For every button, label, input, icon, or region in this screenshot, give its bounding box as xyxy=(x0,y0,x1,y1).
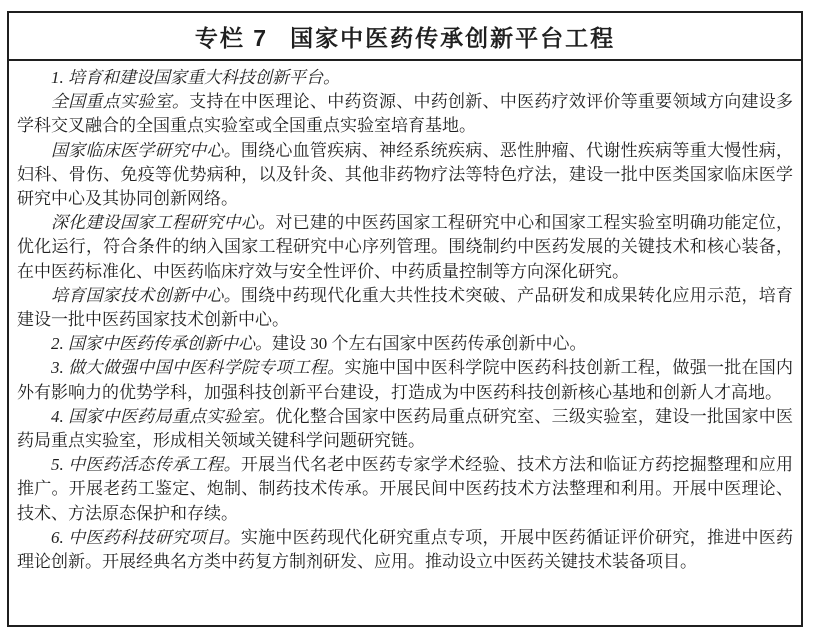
paragraph xyxy=(17,453,793,526)
column-body xyxy=(9,61,801,574)
paragraph-lead: 全国重点实验室。 xyxy=(51,92,190,112)
paragraph xyxy=(17,526,793,574)
paragraph xyxy=(17,332,793,356)
paragraph-body: 对已建的中医药国家工程研究中心和国家工程实验室明确功能定位，优化运行，符合条件的纳入国家工程研究中心序列管理。围绕制约中医药发展的关键技术和核心装备，在中医药标准化、中医药临床疗效与安全性评价、中药质量控制等方向深化研究。 xyxy=(17,213,794,281)
paragraph-lead: 培育国家技术创新中心。 xyxy=(51,285,241,305)
paragraph-body: 实施中医药现代化研究重点专项，开展中医药循证评价研究，推进中医药理论创新。开展经典名方类中药复方制剂研发、应用。推动设立中医药关键技术装备项目。 xyxy=(17,527,794,572)
paragraph xyxy=(17,405,793,453)
paragraph-lead: 5. 中医药活态传承工程。 xyxy=(51,455,241,475)
paragraph-lead: 4. 国家中医药局重点实验室。 xyxy=(51,406,276,426)
paragraph-lead: 1. 培育和建设国家重大科技创新平台。 xyxy=(51,68,340,87)
paragraph xyxy=(17,90,793,138)
paragraph-lead: 3. 做大做强中国中医科学院专项工程。 xyxy=(51,358,345,378)
paragraph-body: 围绕心血管疾病、神经系统疾病、恶性肿瘤、代谢性疾病等重大慢性病，妇科、骨伤、免疫等优势病种，以及针灸、其他非药物疗法等特色疗法，建设一批中医类国家临床医学研究中心及其协同创新网络。 xyxy=(17,140,794,209)
paragraph-body: 实施中国中医科学院中医药科技创新工程，做强一批在国内外有影响力的优势学科，加强科技创新平台建设，打造成为中医药科技创新核心基地和创新人才高地。 xyxy=(17,358,793,402)
paragraph xyxy=(17,66,793,90)
paragraph-body: 支持在中医理论、中药资源、中药创新、中医药疗效评价等重要领域方向建设多学科交叉融合的全国重点实验室或全国重点实验室培育基地。 xyxy=(17,92,794,136)
column-box xyxy=(7,11,803,627)
paragraph-lead: 6. 中医药科技研究项目。 xyxy=(51,527,241,547)
column-title-label: 专栏 7 xyxy=(194,24,269,51)
paragraph-lead: 国家临床医学研究中心。 xyxy=(51,140,241,160)
paragraph-lead: 2. 国家中医药传承创新中心。 xyxy=(51,334,272,354)
paragraph-lead: 深化建设国家工程研究中心。 xyxy=(51,213,276,233)
paragraph xyxy=(17,284,793,332)
paragraph xyxy=(17,211,793,284)
paragraph-body: 建设 30 个左右国家中医药传承创新中心。 xyxy=(272,334,587,354)
paragraph-body: 优化整合国家中医药局重点研究室、三级实验室，建设一批国家中医药局重点实验室，形成相关领域关键科学问题研究链。 xyxy=(17,406,794,451)
column-title-bar xyxy=(9,13,801,61)
paragraph-body: 围绕中药现代化重大共性技术突破、产品研发和成果转化应用示范，培育建设一批中医药国家技术创新中心。 xyxy=(17,285,794,330)
paragraph xyxy=(17,139,793,212)
column-title-text: 国家中医药传承创新平台工程 xyxy=(290,24,616,51)
paragraph xyxy=(17,356,793,404)
paragraph-body: 开展当代名老中医药专家学术经验、技术方法和临证方药挖掘整理和应用推广。开展老药工鉴定、炮制、制药技术传承。开展民间中医药技术方法整理和利用。开展中医理论、技术、方法原态保护和存续。 xyxy=(17,455,794,523)
